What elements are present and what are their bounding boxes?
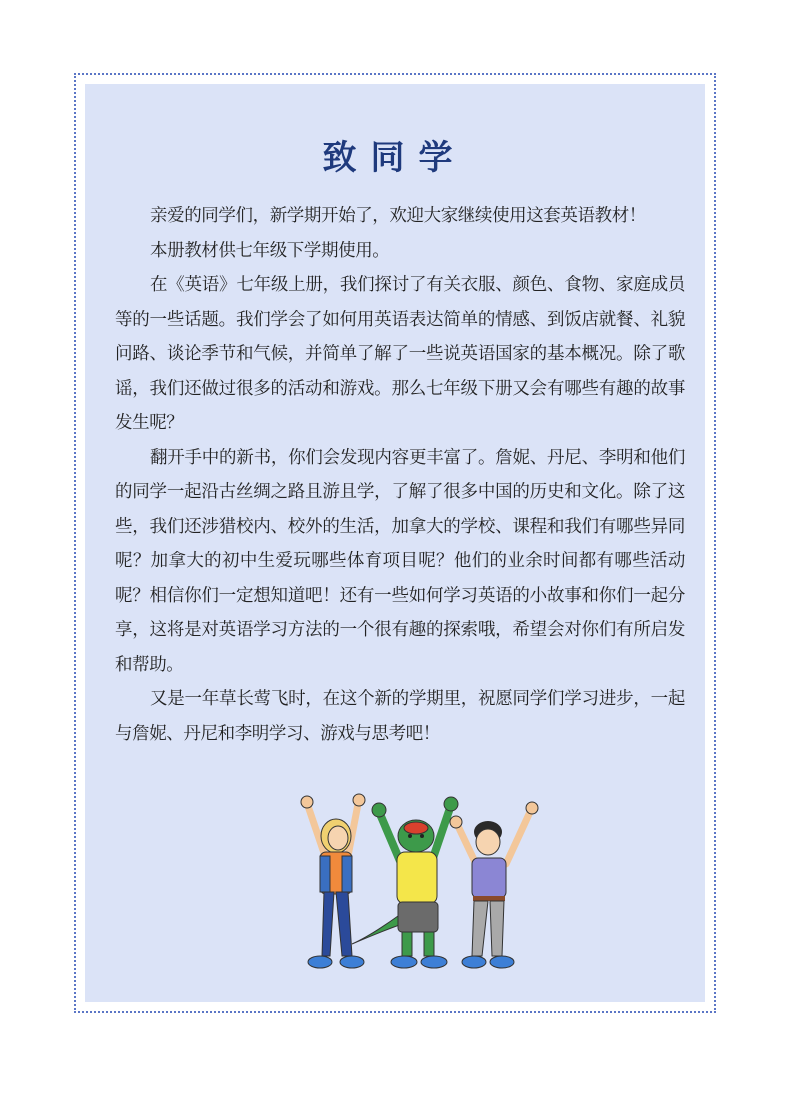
cartoon-characters-illustration xyxy=(280,786,560,986)
paragraph-review: 在《英语》七年级上册，我们探讨了有关衣服、颜色、食物、家庭成员等的一些话题。我们学会了如何用英语表达简单的情感、到饭店就餐、礼貌问路、谈论季节和气候，并简单了解了一些说英语国家的基本概况。除了歌谣，我们还做过很多的活动和游戏。那么七年级下册又会有哪些有趣的故事发生呢？ xyxy=(115,275,685,433)
danny-dinosaur-character xyxy=(352,797,458,968)
li-ming-character xyxy=(450,802,538,968)
paragraph-closing: 又是一年草长莺飞时，在这个新的学期里，祝愿同学们学习进步，一起与詹妮、丹尼和李明学习、游戏与思考吧！ xyxy=(115,689,685,744)
paragraph-greeting: 亲爱的同学们，新学期开始了，欢迎大家继续使用这套英语教材！ xyxy=(150,206,646,226)
paragraph-usage: 本册教材供七年级下学期使用。 xyxy=(150,240,390,261)
letter-body xyxy=(115,199,685,751)
paragraph-preview: 翻开手中的新书，你们会发现内容更丰富了。詹妮、丹尼、李明和他们的同学一起沿古丝绸之路且游且学，了解了很多中国的历史和文化。除了这些，我们还涉猎校内、校外的生活，加拿大的学校、课程和我们有哪些异同呢？加拿大的初中生爱玩哪些体育项目呢？他们的业余时间都有哪些活动呢？相信你们一定想知道吧！还有一些如何学习英语的小故事和你们一起分享，这将是对英语学习方法的一个很有趣的探索哦，希望会对你们有所启发和帮助。 xyxy=(115,447,685,675)
page-title: 致同学 xyxy=(322,138,467,178)
